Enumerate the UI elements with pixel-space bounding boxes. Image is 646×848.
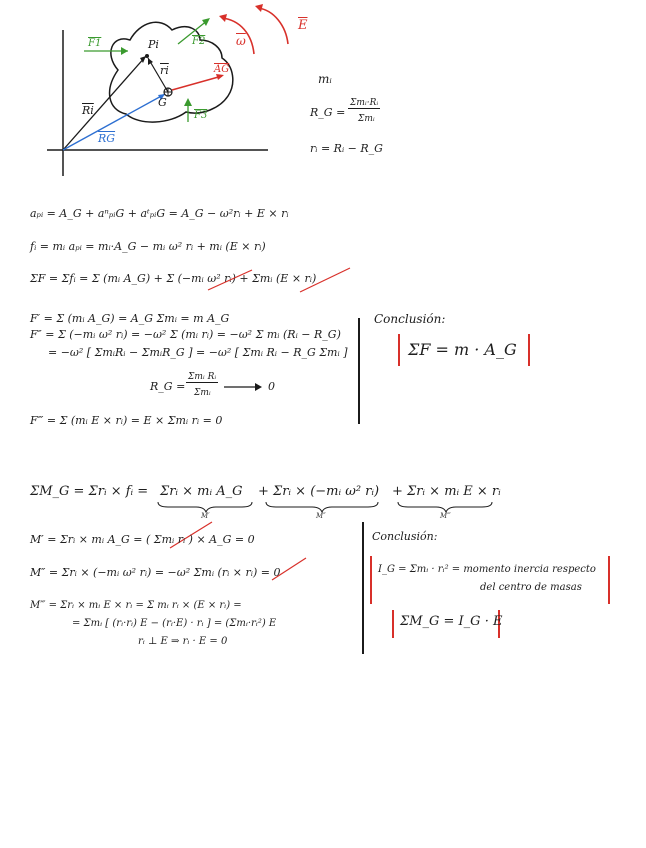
- eq-sum-M-t2: + Σrᵢ × (−mᵢ ω² rᵢ): [258, 484, 380, 499]
- label-F3: F3: [194, 110, 208, 121]
- eq-F2-cont: = −ω² [ ΣmᵢRᵢ − ΣmᵢR_G ] = −ω² [ Σmᵢ Rᵢ − R_G Σmᵢ ]: [48, 346, 348, 359]
- def-ri: rᵢ = Rᵢ − R_G: [310, 142, 383, 155]
- conclusion-label-1: Conclusión:: [374, 312, 446, 326]
- conclusion-F: ΣF = m · A_G: [408, 340, 517, 359]
- eq-F1: F′ = Σ (mᵢ A_G) = A_G Σmᵢ = m A_G: [30, 312, 230, 325]
- eq-sum-M-t3: + Σrᵢ × mᵢ E × rᵢ: [392, 484, 501, 499]
- eq-M1: M′ = Σrᵢ × mᵢ A_G = ( Σmᵢ rᵢ ) × A_G = 0: [30, 533, 255, 546]
- divider-2: [362, 522, 364, 654]
- eq-force-i: fᵢ = mᵢ aₚᵢ = mᵢ·A_G − mᵢ ω² rᵢ + mᵢ (E × rᵢ): [30, 240, 266, 253]
- eq-M3a: M‴ = Σrᵢ × mᵢ E × rᵢ = Σ mᵢ rᵢ × (E × rᵢ) =: [30, 600, 242, 611]
- label-G: G: [158, 96, 167, 109]
- eq-M2: M″ = Σrᵢ × (−mᵢ ω² rᵢ) = −ω² Σmᵢ (rᵢ × rᵢ) = 0: [30, 566, 281, 579]
- eq-RG-lhs: R_G =: [150, 380, 186, 393]
- eq-RG-num: Σmᵢ Rᵢ: [188, 372, 217, 382]
- inertia-def: I_G = Σmᵢ · rᵢ² = momento inercia respecto: [378, 564, 596, 575]
- label-Ri: $\overline{Ri}$: [82, 104, 94, 117]
- label-ri: $\overline{ri}$: [160, 64, 169, 77]
- inertia-def-cont: del centro de masas: [480, 582, 582, 593]
- def-RG-lhs: R_G =: [310, 106, 346, 119]
- eq-accel: aₚᵢ = A_G + aⁿₚᵢG + aᵗₚᵢG = A_G − ω²rᵢ + E × rᵢ: [30, 207, 289, 220]
- label-AG: $\overline{AG}$: [214, 64, 230, 75]
- eq-F3: F‴ = Σ (mᵢ E × rᵢ) = E × Σmᵢ rᵢ = 0: [30, 414, 223, 427]
- eq-sum-F: ΣF = Σfᵢ = Σ (mᵢ A_G) + Σ (−mᵢ ω² rᵢ) + Σmᵢ (E × rᵢ): [30, 272, 317, 285]
- label-RG: $\overline{RG}$: [98, 132, 116, 145]
- conclusion-M: ΣM_G = I_G · E: [400, 614, 503, 629]
- brace-label-M3: M‴: [440, 512, 451, 520]
- conclusion-label-2: Conclusión:: [372, 530, 438, 543]
- label-F1: F1: [88, 38, 102, 49]
- eq-M3b: = Σmᵢ [ (rᵢ·rᵢ) E − (rᵢ·E) · rᵢ ] = (Σmᵢ·rᵢ²) E: [72, 618, 277, 629]
- label-F2: F2: [192, 36, 206, 47]
- eq-RG-zero: 0: [268, 380, 275, 393]
- def-RG-num: Σmᵢ·Rᵢ: [350, 98, 379, 108]
- label-Pi: Pi: [148, 38, 159, 51]
- eq-sum-M-lhs: ΣM_G = Σrᵢ × fᵢ =: [30, 484, 149, 499]
- eq-M3c: rᵢ ⊥ E ⇒ rᵢ · E = 0: [138, 636, 228, 647]
- eq-RG-den: Σmᵢ: [194, 388, 211, 398]
- eq-F2: F″ = Σ (−mᵢ ω² rᵢ) = −ω² Σ (mᵢ rᵢ) = −ω² Σ mᵢ (Rᵢ − R_G): [30, 328, 341, 341]
- brace-label-M2: M″: [316, 512, 326, 520]
- def-mi: mᵢ: [318, 72, 332, 86]
- brace-label-M1: M′: [201, 512, 210, 520]
- label-E: $\overline{E}$: [298, 18, 308, 33]
- eq-sum-M-t1: Σrᵢ × mᵢ A_G: [160, 484, 243, 499]
- label-omega: $\overline{\omega}$: [236, 34, 246, 48]
- def-RG-den: Σmᵢ: [358, 114, 375, 124]
